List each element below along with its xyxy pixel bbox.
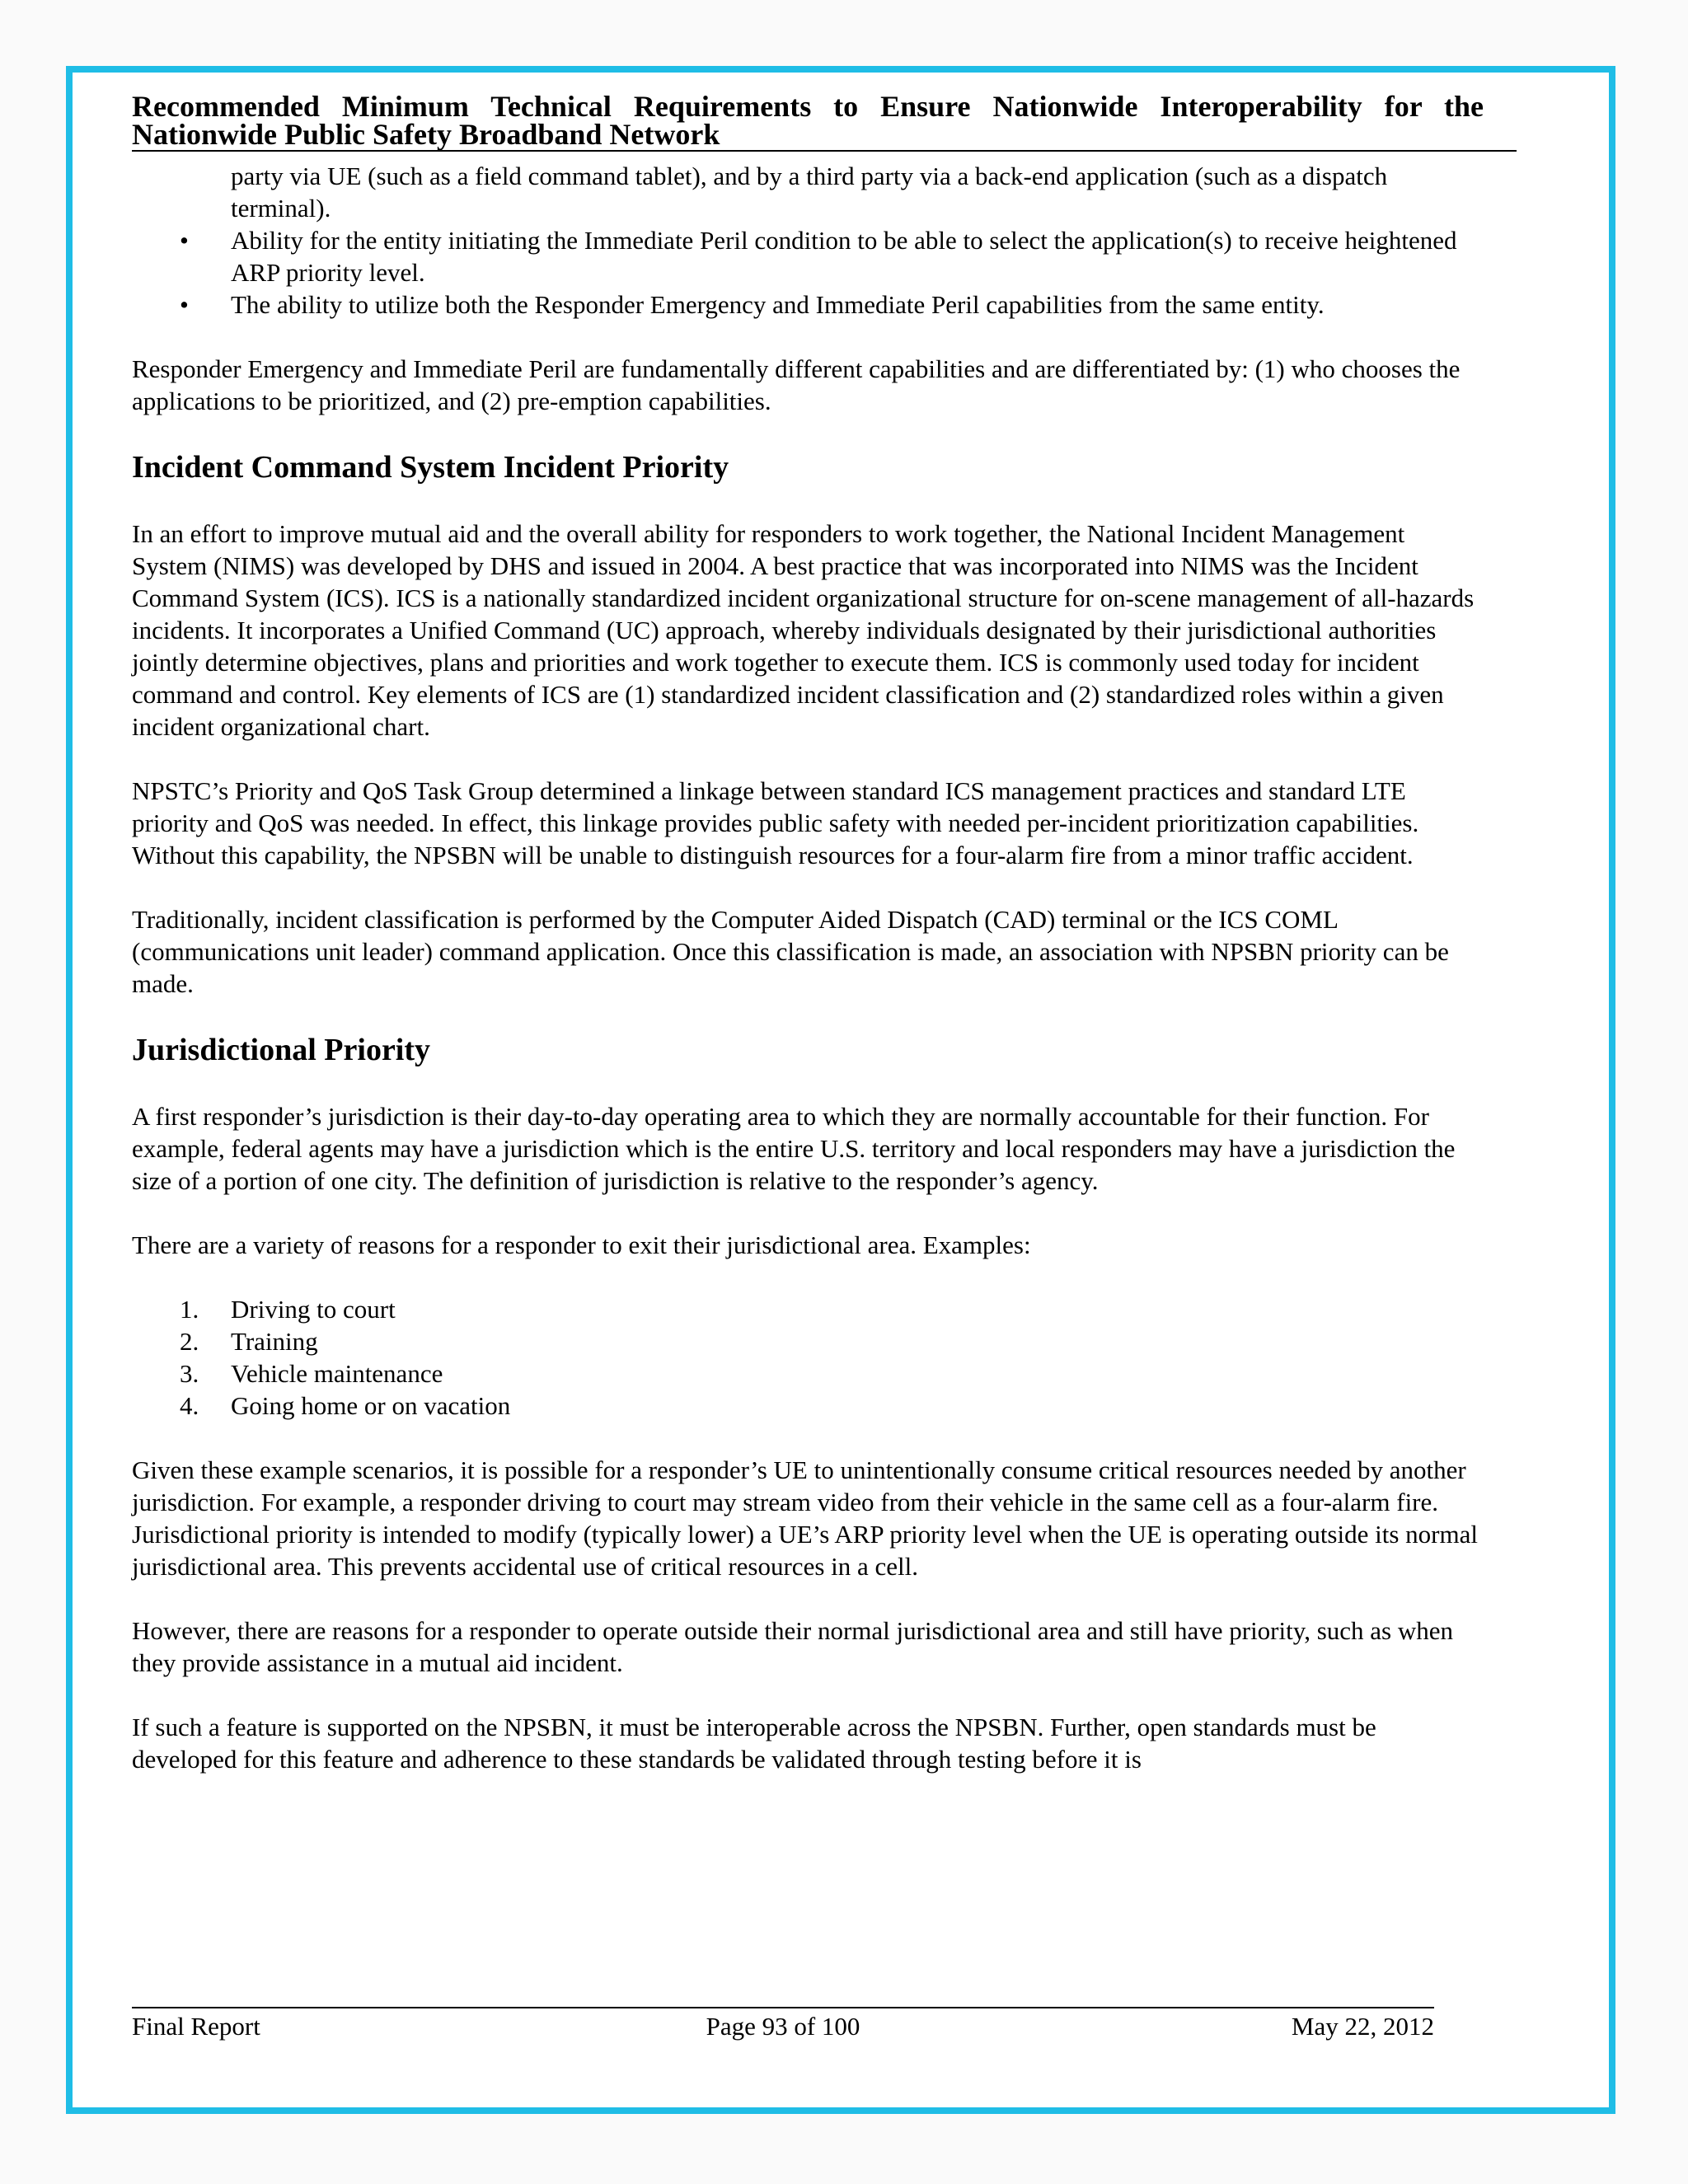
page-content: [132, 92, 1484, 1775]
jurisdiction-paragraph-5: If such a feature is supported on the NPSBN, it must be interoperable across the NPSBN. Further, open standards must be developed for this feature and adherence to these standards be validated through testing before it is: [132, 1713, 1376, 1774]
list-text: Training: [231, 1327, 318, 1356]
examples-list: [132, 1293, 1484, 1422]
bullet-text: Ability for the entity initiating the Immediate Peril condition to be able to select the application(s) to receive heightened ARP priority level.: [231, 226, 1457, 287]
footer-report-label: Final Report: [132, 2012, 260, 2041]
continuation-paragraph: party via UE (such as a field command tablet), and by a third party via a back-end application (such as a dispatch terminal).: [231, 162, 1388, 223]
jurisdiction-paragraph-4: However, there are reasons for a responder to operate outside their normal jurisdictional area and still have priority, such as when they provide assistance in a mutual aid incident.: [132, 1616, 1454, 1677]
document-body: [132, 160, 1484, 1775]
bullet-list: [132, 224, 1484, 321]
list-number: 2.: [180, 1327, 199, 1356]
list-text: Vehicle maintenance: [231, 1359, 443, 1388]
list-item: [132, 1325, 1484, 1357]
list-text: Going home or on vacation: [231, 1391, 511, 1420]
list-text: Driving to court: [231, 1295, 396, 1324]
ics-paragraph-3: Traditionally, incident classification is performed by the Computer Aided Dispatch (CAD) terminal or the ICS COML (communications unit leader) command application. Once this classification is made, an association with NPSBN priority can be made.: [132, 905, 1449, 998]
ics-paragraph-2: NPSTC’s Priority and QoS Task Group determined a linkage between standard ICS management practices and standard LTE priority and QoS was needed. In effect, this linkage provides public safety with needed per-incident prioritization capabilities. Without this capability, the NPSBN will be unable to distinguish resources for a four-alarm fire from a minor traffic accident.: [132, 776, 1419, 869]
list-item: [132, 1293, 1484, 1325]
list-item: [132, 1390, 1484, 1422]
list-item: [132, 1357, 1484, 1390]
list-item: [132, 288, 1484, 321]
document-footer: [132, 2007, 1434, 2041]
header-line-2: Nationwide Public Safety Broadband Network: [132, 118, 720, 151]
bullet-text: The ability to utilize both the Responder Emergency and Immediate Peril capabilities from the same entity.: [231, 290, 1325, 319]
footer-page-number: Page 93 of 100: [706, 2012, 860, 2041]
document-header: [132, 92, 1517, 152]
list-item: [132, 224, 1484, 288]
header-line-1: Recommended Minimum Technical Requirements to Ensure Nationwide Interoperability for the: [132, 90, 1484, 123]
ics-paragraph-1: In an effort to improve mutual aid and the overall ability for responders to work together, the National Incident Management System (NIMS) was developed by DHS and issued in 2004. A best practice that was incorporated into NIMS was the Incident Command System (ICS). ICS is a nationally standardized incident organizational structure for on-scene management of all-hazards incidents. It incorporates a Unified Command (UC) approach, whereby individuals designated by their jurisdictional authorities jointly determine objectives, plans and priorities and work together to execute them. ICS is commonly used today for incident command and control. Key elements of ICS are (1) standardized incident classification and (2) standardized roles within a given incident organizational chart.: [132, 519, 1475, 741]
list-number: 3.: [180, 1359, 199, 1388]
list-number: 4.: [180, 1391, 199, 1420]
responder-paragraph: Responder Emergency and Immediate Peril are fundamentally different capabilities and are differentiated by: (1) who chooses the applications to be prioritized, and (2) pre-emption capabilities.: [132, 354, 1461, 415]
section-heading-ics: Incident Command System Incident Priority: [132, 450, 729, 485]
list-number: 1.: [180, 1295, 199, 1324]
bullet-icon: •: [180, 290, 189, 319]
jurisdiction-paragraph-2: There are a variety of reasons for a responder to exit their jurisdictional area. Examples:: [132, 1230, 1031, 1259]
bullet-icon: •: [180, 226, 189, 255]
jurisdiction-paragraph-1: A first responder’s jurisdiction is their day-to-day operating area to which they are normally accountable for their function. For example, federal agents may have a jurisdiction which is the entire U.S. territory and local responders may have a jurisdiction the size of a portion of one city. The definition of jurisdiction is relative to the responder’s agency.: [132, 1102, 1456, 1195]
section-heading-jurisdictional: Jurisdictional Priority: [132, 1033, 431, 1067]
jurisdiction-paragraph-3: Given these example scenarios, it is possible for a responder’s UE to unintentionally consume critical resources needed by another jurisdiction. For example, a responder driving to court may stream video from their vehicle in the same cell as a four-alarm fire. Jurisdictional priority is intended to modify (typically lower) a UE’s ARP priority level when the UE is operating outside its normal jurisdictional area. This prevents accidental use of critical resources in a cell.: [132, 1455, 1478, 1581]
footer-date: May 22, 2012: [1291, 2012, 1434, 2041]
